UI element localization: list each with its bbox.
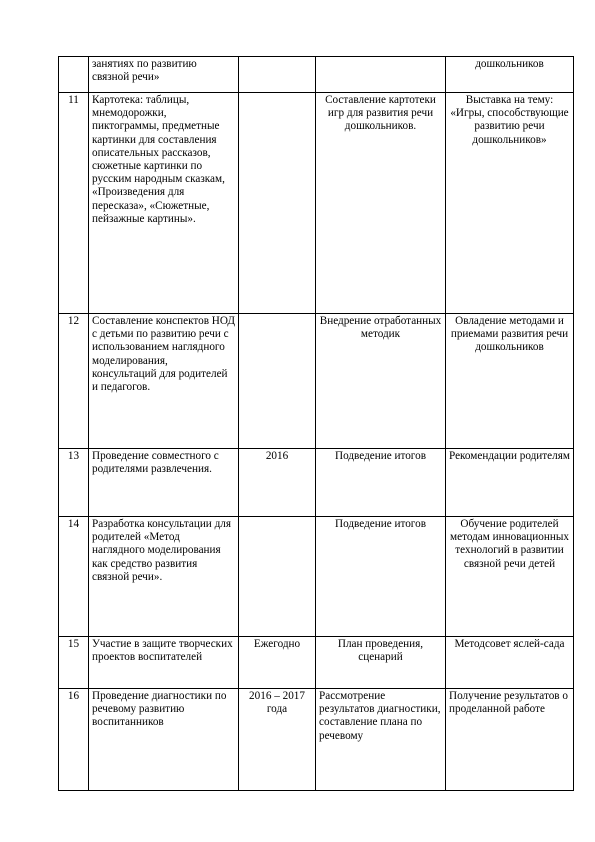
form-cell: Подведение итогов [316, 517, 446, 637]
table-row [59, 57, 574, 93]
activity-cell: Проведение диагностики по речевому развитию воспитанников [89, 689, 239, 791]
form-cell: Составление картотеки игр для развития речи дошкольников. [316, 93, 446, 314]
form-cell: Подведение итогов [316, 449, 446, 517]
result-cell: Рекомендации родителям [446, 449, 574, 517]
table-row [59, 689, 574, 791]
result-cell: Получение результатов о проделанной работе [446, 689, 574, 791]
date-cell: 2016 – 2017 года [239, 689, 316, 791]
form-cell: Рассмотрение результатов диагностики, составление плана по речевому [316, 689, 446, 791]
activity-cell: Картотека: таблицы, мнемодорожки, пиктограммы, предметные картинки для составления описательных рассказов, сюжетные картинки по русским народным сказкам, «Произведения для пересказа», «Сюжетные, пейзажные картины». [89, 93, 239, 314]
row-number [59, 57, 89, 93]
form-cell [316, 57, 446, 93]
result-cell: Овладение методами и приемами развития речи дошкольников [446, 314, 574, 449]
table-row [59, 449, 574, 517]
row-number: 16 [59, 689, 89, 791]
date-cell: 2016 [239, 449, 316, 517]
row-number: 13 [59, 449, 89, 517]
result-cell: Обучение родителей методам инновационных технологий в развитии связной речи детей [446, 517, 574, 637]
date-cell [239, 57, 316, 93]
row-number: 12 [59, 314, 89, 449]
date-cell [239, 93, 316, 314]
row-number: 11 [59, 93, 89, 314]
work-plan-table [58, 56, 574, 791]
table-row [59, 517, 574, 637]
activity-cell: Разработка консультации для родителей «Метод наглядного моделирования как средство развития связной речи». [89, 517, 239, 637]
activity-cell: Проведение совместного с родителями развлечения. [89, 449, 239, 517]
form-cell: Внедрение отработанных методик [316, 314, 446, 449]
result-cell: Выставка на тему: «Игры, способствующие развитию речи дошкольников» [446, 93, 574, 314]
row-number: 15 [59, 637, 89, 689]
activity-cell: Составление конспектов НОД с детьми по развитию речи с использованием наглядного моделирования, консультаций для родителей и педагогов. [89, 314, 239, 449]
row-number: 14 [59, 517, 89, 637]
table-row [59, 93, 574, 314]
activity-cell: Участие в защите творческих проектов воспитателей [89, 637, 239, 689]
date-cell: Ежегодно [239, 637, 316, 689]
result-cell: дошкольников [446, 57, 574, 93]
form-cell: План проведения, сценарий [316, 637, 446, 689]
date-cell [239, 517, 316, 637]
table-row [59, 314, 574, 449]
date-cell [239, 314, 316, 449]
activity-cell: занятиях по развитию связной речи» [89, 57, 239, 93]
table-row [59, 637, 574, 689]
result-cell: Методсовет яслей-сада [446, 637, 574, 689]
